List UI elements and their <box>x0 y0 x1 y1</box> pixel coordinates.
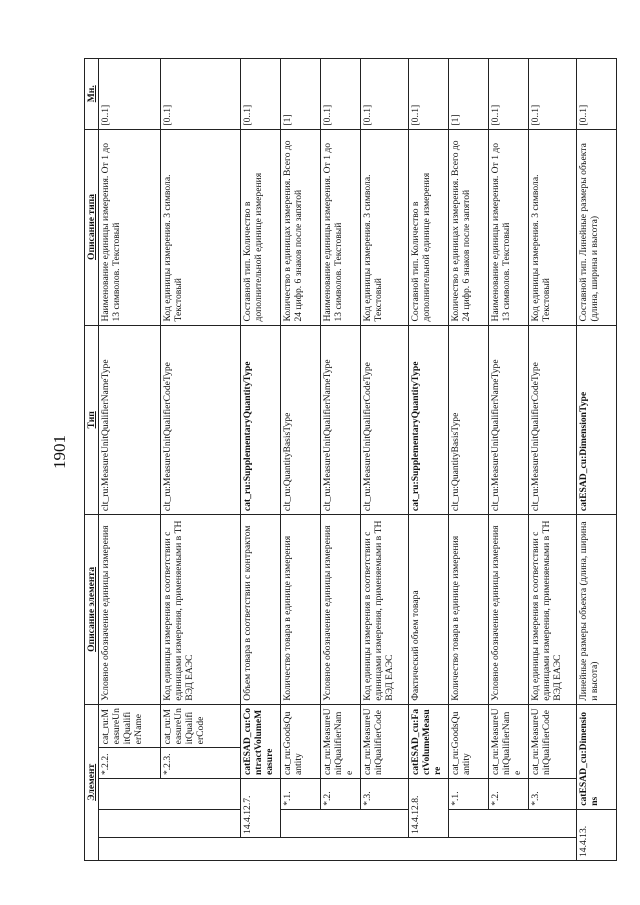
table-row <box>281 59 321 861</box>
type-description: Составной тип. Количество в дополнительной единице измерения <box>241 129 281 325</box>
element-description: Код единицы измерения в соответствии с единицами измерения, применяемыми в ТН ВЭД ЕАЭС <box>529 515 577 705</box>
table-row <box>99 59 161 861</box>
indent-cell <box>361 837 409 860</box>
indent-cell <box>409 837 449 860</box>
indent-cell <box>489 809 529 837</box>
element-description: Условное обозначение единицы измерения <box>489 515 529 705</box>
element-description: Код единицы измерения в соответствии с единицами измерения, применяемыми в ТН ВЭД ЕАЭС <box>161 515 241 705</box>
indent-cell <box>281 809 321 837</box>
element-name: catESAD_cu:Dimensions <box>577 704 617 809</box>
table-row <box>577 59 617 861</box>
type-name: clt_ru:MeasureUnitQualifierCodeType <box>529 325 577 515</box>
row-number: 14.4.13. <box>577 809 617 860</box>
indent-cell <box>99 837 161 860</box>
element-description: Количество товара в единице измерения <box>449 515 489 705</box>
element-description: Код единицы измерения в соответствии с единицами измерения, применяемыми в ТН ВЭД ЕАЭС <box>361 515 409 705</box>
row-number: *.2. <box>489 779 529 810</box>
element-description: Условное обозначение единицы измерения <box>99 515 161 705</box>
element-name: cat_ru:MeasureUnitQualifierCode <box>161 704 241 748</box>
type-name: cat_ru:SupplementaryQuantityType <box>409 325 449 515</box>
element-description: Количество товара в единице измерения <box>281 515 321 705</box>
header-type-desc: Описание типа <box>85 129 99 325</box>
type-description: Наименование единицы измерения. От 1 до 13 символов. Текстовый <box>99 129 161 325</box>
row-number: 14.4.12.7. <box>241 779 281 838</box>
indent-cell <box>281 837 321 860</box>
element-name: cat_ru:MeasureUnitQualifierName <box>321 704 361 778</box>
indent-cell <box>321 837 361 860</box>
multiplicity: [1] <box>449 59 489 130</box>
table-row <box>321 59 361 861</box>
type-description: Наименование единицы измерения. От 1 до 13 символов. Текстовый <box>489 129 529 325</box>
multiplicity: [0..1] <box>99 59 161 130</box>
table-row <box>161 59 241 861</box>
type-name: clt_ru:QuantityBasisType <box>449 325 489 515</box>
table-row <box>409 59 449 861</box>
element-description: Линейные размеры объекта (длина, ширина и высота) <box>577 515 617 705</box>
indent-cell <box>99 779 161 810</box>
type-description: Код единицы измерения. 3 символа. Текстовый <box>361 129 409 325</box>
multiplicity: [0..1] <box>361 59 409 130</box>
type-description: Количество в единицах измерения. Всего до 24 цифр. 6 знаков после запятой <box>281 129 321 325</box>
type-name: clt_ru:MeasureUnitQualifierCodeType <box>361 325 409 515</box>
type-name: clt_ru:MeasureUnitQualifierNameType <box>99 325 161 515</box>
table-row <box>529 59 577 861</box>
element-name: catESAD_cu:ContractVolumeMeasure <box>241 704 281 778</box>
type-description: Наименование единицы измерения. От 1 до 13 символов. Текстовый <box>321 129 361 325</box>
indent-cell <box>161 779 241 810</box>
multiplicity: [0..1] <box>577 59 617 130</box>
type-name: clt_ru:MeasureUnitQualifierNameType <box>489 325 529 515</box>
table-row <box>449 59 489 861</box>
row-number: *.3. <box>529 779 577 810</box>
multiplicity: [0..1] <box>489 59 529 130</box>
element-description: Фактический объем товара <box>409 515 449 705</box>
element-description: Объем товара в соответствии с контрактом <box>241 515 281 705</box>
row-number: *.1. <box>449 779 489 810</box>
multiplicity: [1] <box>281 59 321 130</box>
type-description: Составной тип. Количество в дополнительной единице измерения <box>409 129 449 325</box>
multiplicity: [0..1] <box>409 59 449 130</box>
indent-cell <box>449 837 489 860</box>
row-number: 14.4.12.8. <box>409 779 449 838</box>
header-element: Элемент <box>85 704 99 860</box>
indent-cell <box>241 837 281 860</box>
table-row <box>489 59 529 861</box>
indent-cell <box>161 837 241 860</box>
type-description: Количество в единицах измерения. Всего до 24 цифр. 6 знаков после запятой <box>449 129 489 325</box>
type-name: cat_ru:SupplementaryQuantityType <box>241 325 281 515</box>
indent-cell <box>489 837 529 860</box>
type-description: Код единицы измерения. 3 символа. Текстовый <box>529 129 577 325</box>
row-number: *.1. <box>281 779 321 810</box>
type-description: Код единицы измерения. 3 символа. Текстовый <box>161 129 241 325</box>
header-element-desc: Описание элемента <box>85 515 99 705</box>
table-row <box>241 59 281 861</box>
indent-cell <box>529 837 577 860</box>
multiplicity: [0..1] <box>321 59 361 130</box>
indent-cell <box>161 809 241 837</box>
type-name: clt_ru:QuantityBasisType <box>281 325 321 515</box>
header-mn: Мн. <box>85 59 99 130</box>
indent-cell <box>529 809 577 837</box>
indent-cell <box>361 809 409 837</box>
type-name: catESAD_cu:DimensionType <box>577 325 617 515</box>
row-number: *.3. <box>361 779 409 810</box>
element-table <box>84 58 617 861</box>
type-name: clt_ru:MeasureUnitQualifierNameType <box>321 325 361 515</box>
element-name: catESAD_cu:FactVolumeMeasure <box>409 704 449 778</box>
indent-cell <box>99 809 161 837</box>
element-name: cat_ru:GoodsQuantity <box>281 704 321 778</box>
element-name: cat_ru:MeasureUnitQualifierName <box>99 704 161 748</box>
multiplicity: [0..1] <box>529 59 577 130</box>
table-header-row <box>85 59 99 861</box>
indent-cell <box>449 809 489 837</box>
type-name: clt_ru:MeasureUnitQualifierCodeType <box>161 325 241 515</box>
element-name: cat_ru:GoodsQuantity <box>449 704 489 778</box>
rotated-table-container <box>84 58 600 861</box>
type-description: Составной тип. Линейные размеры объекта (длина, ширина и высота) <box>577 129 617 325</box>
element-name: cat_ru:MeasureUnitQualifierCode <box>529 704 577 778</box>
table-row <box>361 59 409 861</box>
row-number: *.2.2. <box>99 748 161 779</box>
row-number: *.2.3. <box>161 748 241 779</box>
multiplicity: [0..1] <box>161 59 241 130</box>
row-number: *.2. <box>321 779 361 810</box>
element-description: Условное обозначение единицы измерения <box>321 515 361 705</box>
page-number: 1901 <box>50 435 69 469</box>
indent-cell <box>321 809 361 837</box>
element-name: cat_ru:MeasureUnitQualifierName <box>489 704 529 778</box>
multiplicity: [0..1] <box>241 59 281 130</box>
element-name: cat_ru:MeasureUnitQualifierCode <box>361 704 409 778</box>
header-type: Тип <box>85 325 99 515</box>
